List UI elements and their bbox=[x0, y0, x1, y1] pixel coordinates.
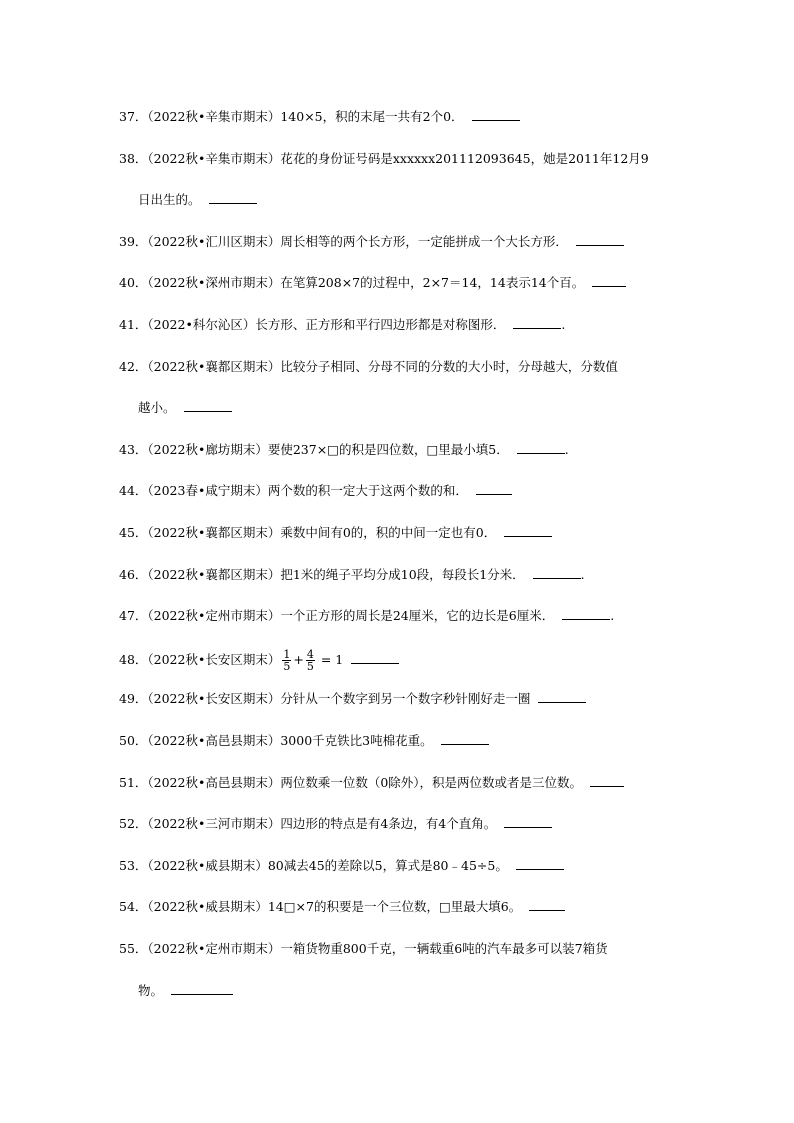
answer-blank[interactable] bbox=[171, 982, 233, 995]
answer-blank[interactable] bbox=[516, 857, 564, 870]
answer-blank[interactable] bbox=[590, 774, 624, 787]
question-38: 38．（2022秋•辛集市期末）花花的身份证号码是xxxxxx201112093645，她是2011年12月9 bbox=[119, 151, 649, 166]
answer-blank[interactable] bbox=[184, 399, 232, 412]
answer-blank[interactable] bbox=[592, 274, 626, 287]
question-43: 43．（2022秋•廊坊期末）要使237×□的积是四位数，□里最小填5． . bbox=[119, 442, 569, 457]
question-46: 46．（2022秋•襄都区期末）把1米的绳子平均分成10段，每段长1分米． . bbox=[119, 567, 585, 582]
question-55-continued: 物。 bbox=[138, 982, 233, 1000]
question-53: 53．（2022秋•威县期末）80减去45的差除以5，算式是80﹣45÷5。 bbox=[119, 857, 564, 875]
question-55: 55．（2022秋•定州市期末）一箱货物重800千克，一辆载重6吨的汽车最多可以装7箱货 bbox=[119, 941, 608, 956]
answer-blank[interactable] bbox=[476, 482, 512, 495]
question-41: 41．（2022•科尔沁区）长方形、正方形和平行四边形都是对称图形． . bbox=[119, 317, 566, 332]
question-42-continued: 越小。 bbox=[138, 399, 232, 417]
answer-blank[interactable] bbox=[351, 651, 399, 664]
answer-blank[interactable] bbox=[533, 566, 581, 579]
question-54: 54．（2022秋•威县期末）14□×7的积要是一个三位数，□里最大填6。 bbox=[119, 898, 565, 916]
question-51: 51．（2022秋•高邑县期末）两位数乘一位数（0除外），积是两位数或者是三位数。 bbox=[119, 774, 624, 792]
answer-blank[interactable] bbox=[576, 233, 624, 246]
question-48: 48．（2022秋•长安区期末） $\frac{1}{5}$ + $\frac{4}{5}$ = 1 bbox=[119, 645, 399, 675]
answer-blank[interactable] bbox=[441, 732, 489, 745]
question-38-continued: 日出生的。 bbox=[138, 191, 257, 209]
answer-blank[interactable] bbox=[504, 815, 552, 828]
answer-blank[interactable] bbox=[517, 441, 565, 454]
question-44: 44．（2023春•咸宁期末）两个数的积一定大于这两个数的和． bbox=[119, 482, 512, 500]
question-37: 37．（2022秋•辛集市期末）140×5，积的末尾一共有2个0． bbox=[119, 108, 520, 126]
question-39: 39．（2022秋•汇川区期末）周长相等的两个长方形，一定能拼成一个大长方形． bbox=[119, 233, 624, 251]
question-49: 49．（2022秋•长安区期末）分针从一个数字到另一个数字秒针刚好走一圈 bbox=[119, 690, 586, 708]
question-45: 45．（2022秋•襄都区期末）乘数中间有0的，积的中间一定也有0． bbox=[119, 524, 552, 542]
answer-blank[interactable] bbox=[209, 191, 257, 204]
answer-blank[interactable] bbox=[562, 607, 610, 620]
answer-blank[interactable] bbox=[504, 524, 552, 537]
question-42: 42．（2022秋•襄都区期末）比较分子相同、分母不同的分数的大小时，分母越大，分数值 bbox=[119, 359, 618, 374]
question-40: 40．（2022秋•深州市期末）在笔算208×7的过程中，2×7＝14，14表示14个百。 bbox=[119, 274, 626, 292]
answer-blank[interactable] bbox=[513, 316, 561, 329]
fraction-four-fifths: $\frac{4}{5}$ bbox=[306, 648, 314, 673]
answer-blank[interactable] bbox=[538, 690, 586, 703]
question-52: 52．（2022秋•三河市期末）四边形的特点是有4条边，有4个直角。 bbox=[119, 815, 552, 833]
answer-blank[interactable] bbox=[472, 108, 520, 121]
fraction-one-fifth: $\frac{1}{5}$ bbox=[283, 648, 291, 673]
answer-blank[interactable] bbox=[529, 898, 565, 911]
question-47: 47．（2022秋•定州市期末）一个正方形的周长是24厘米，它的边长是6厘米． . bbox=[119, 608, 615, 623]
question-50: 50．（2022秋•高邑县期末）3000千克铁比3吨棉花重。 bbox=[119, 732, 489, 750]
